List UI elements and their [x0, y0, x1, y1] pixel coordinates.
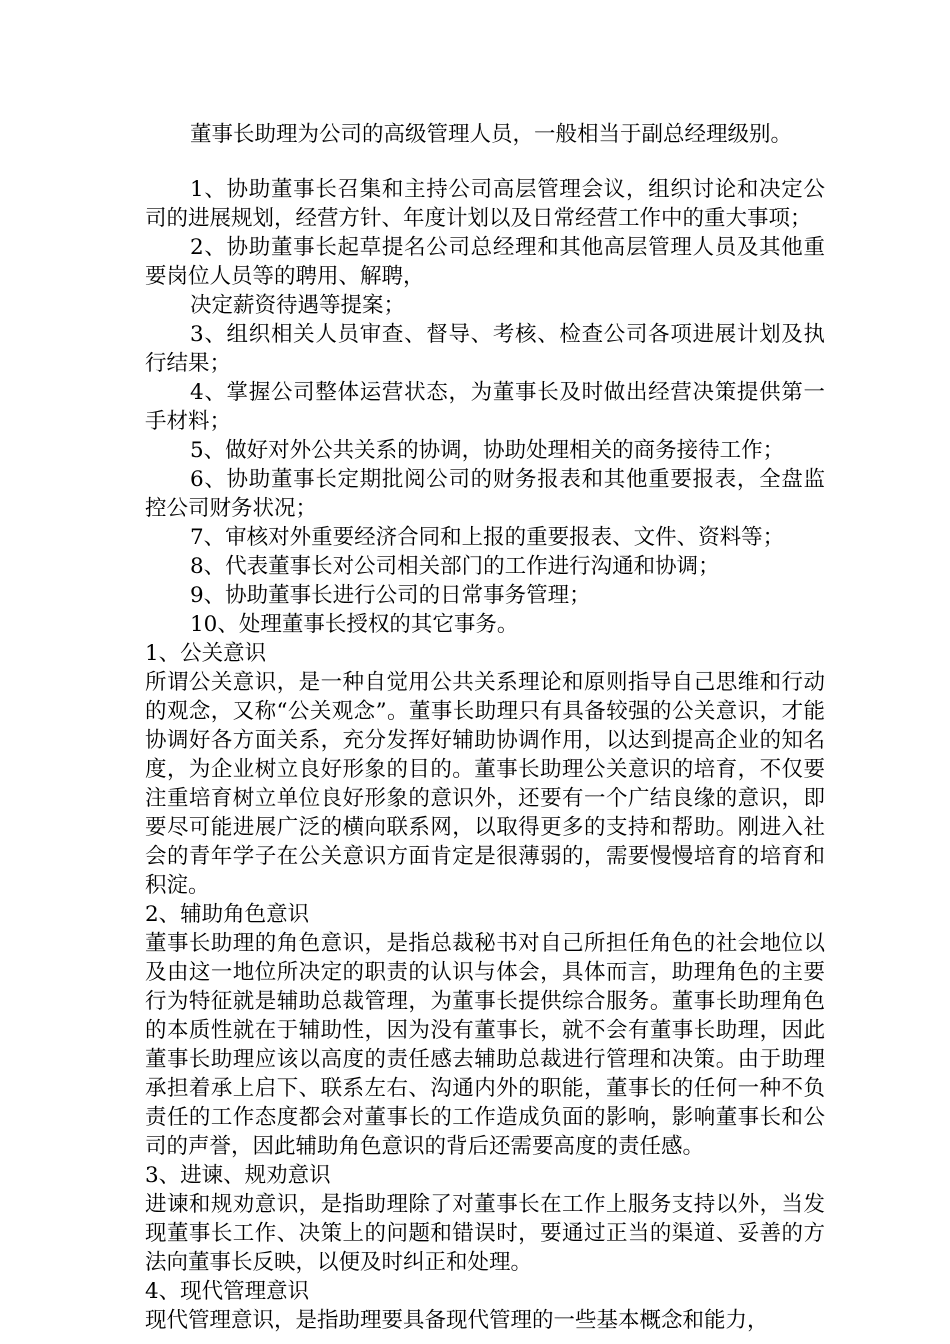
section-body: 进谏和规劝意识，是指助理除了对董事长在工作上服务支持以外，当发现董事长工作、决策上的问题和错误时，要通过正当的渠道、妥善的方法向董事长反映，以便及时纠正和处理。 — [145, 1192, 825, 1275]
duty-item: 10、处理董事长授权的其它事务。 — [190, 612, 519, 637]
duty-item: 2、协助董事长起草提名公司总经理和其他高层管理人员及其他重要岗位人员等的聘用、解聘， — [145, 235, 825, 289]
duty-item: 8、代表董事长对公司相关部门的工作进行沟通和协调； — [190, 554, 720, 579]
duty-item: 决定薪资待遇等提案； — [190, 293, 406, 318]
duty-item: 9、协助董事长进行公司的日常事务管理； — [190, 583, 591, 608]
duty-item: 1、协助董事长召集和主持公司高层管理会议，组织讨论和决定公司的进展规划，经营方针、年度计划以及日常经营工作中的重大事项； — [145, 177, 825, 231]
duty-item: 4、掌握公司整体运营状态，为董事长及时做出经营决策提供第一手材料； — [145, 380, 825, 434]
section-modern-management — [145, 1277, 825, 1335]
document-body — [145, 120, 825, 1335]
section-assistant-role — [145, 900, 825, 1161]
duty-item: 6、协助董事长定期批阅公司的财务报表和其他重要报表，全盘监控公司财务状况； — [145, 467, 825, 521]
duty-item: 7、审核对外重要经济合同和上报的重要报表、文件、资料等； — [190, 525, 785, 550]
intro-paragraph: 董事长助理为公司的高级管理人员，一般相当于副总经理级别。 — [190, 122, 793, 147]
section-body: 所谓公关意识，是一种自觉用公共关系理论和原则指导自己思维和行动的观念，又称“公关观念”。董事长助理只有具备较强的公关意识，才能协调好各方面关系，充分发挥好辅助协调作用，以达到提高企业的知名度，为企业树立良好形象的目的。董事长助理公关意识的培育，不仅要注重培育树立单位良好形象的意识外，还要有一个广结良缘的意识，即要尽可能进展广泛的横向联系网，以取得更多的支持和帮助。刚进入社会的青年学子在公关意识方面肯定是很薄弱的，需要慢慢培育的培育和积淀。 — [145, 670, 825, 898]
section-heading: 2、辅助角色意识 — [145, 902, 310, 927]
section-heading: 4、现代管理意识 — [145, 1279, 310, 1304]
section-heading: 1、公关意识 — [145, 641, 267, 666]
section-body: 董事长助理的角色意识，是指总裁秘书对自己所担任角色的社会地位以及由这一地位所决定的职责的认识与体会，具体而言，助理角色的主要行为特征就是辅助总裁管理，为董事长提供综合服务。董事长助理角色的本质性就在于辅助性，因为没有董事长，就不会有董事长助理，因此董事长助理应该以高度的责任感去辅助总裁进行管理和决策。由于助理承担着承上启下、联系左右、沟通内外的职能，董事长的任何一种不负责任的工作态度都会对董事长的工作造成负面的影响，影响董事长和公司的声誉，因此辅助角色意识的背后还需要高度的责任感。 — [145, 931, 825, 1159]
section-heading: 3、进谏、规劝意识 — [145, 1163, 331, 1188]
section-public-relations — [145, 639, 825, 900]
section-body: 现代管理意识，是指助理要具备现代管理的一些基本概念和能力， — [145, 1308, 769, 1333]
duty-item: 3、组织相关人员审查、督导、考核、检查公司各项进展计划及执行结果； — [145, 322, 825, 376]
duties-list — [145, 175, 825, 639]
section-advice — [145, 1161, 825, 1277]
duty-item: 5、做好对外公共关系的协调，协助处理相关的商务接待工作； — [190, 438, 785, 463]
